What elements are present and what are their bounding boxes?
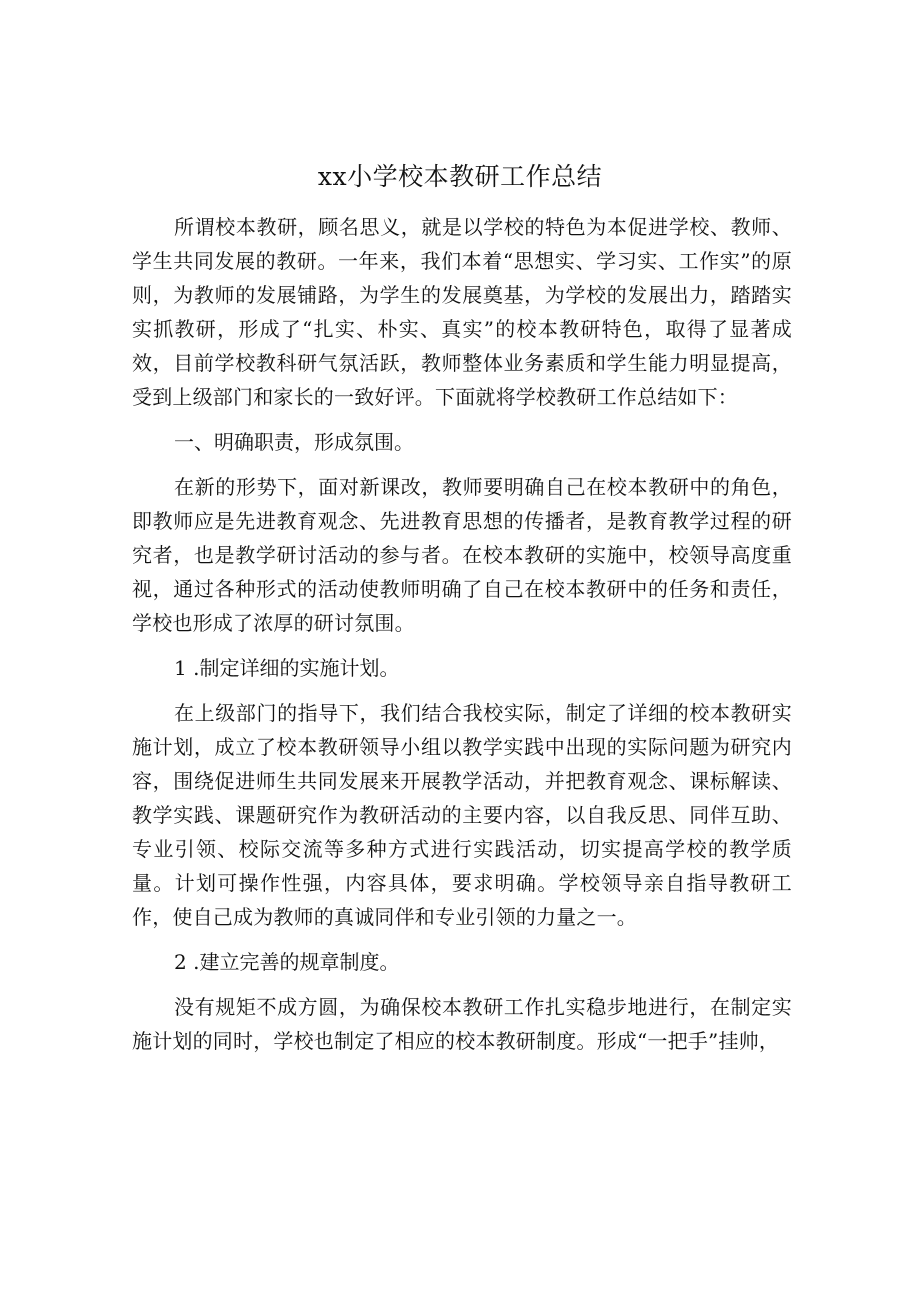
intro-paragraph: 所谓校本教研，顾名思义，就是以学校的特色为本促进学校、教师、学生共同发展的教研。一年来，我们本着“思想实、学习实、工作实”的原则，为教师的发展铺路，为学生的发展奠基，为学校的发展出力，踏踏实实抓教研，形成了“扎实、朴实、真实”的校本教研特色，取得了显著成效，目前学校教科研气氛活跃，教师整体业务素质和学生能力明显提高，受到上级部门和家长的一致好评。下面就将学校教研工作总结如下： [132,215,792,409]
section-1-paragraph: 在新的形势下，面对新课改，教师要明确自己在校本教研中的角色，即教师应是先进教育观念、先进教育思想的传播者，是教育教学过程的研究者，也是教学研讨活动的参与者。在校本教研的实施中，校领导高度重视，通过各种形式的活动使教师明确了自己在校本教研中的任务和责任，学校也形成了浓厚的研讨氛围。 [132,475,792,635]
document-body [132,210,792,1058]
section-heading-1: 一、明确职责，形成氛围。 [174,430,414,454]
document-title: xx小学校本教研工作总结 [317,162,603,191]
subsection-heading-1: 1 .制定详细的实施计划。 [174,656,400,680]
subsection-1-paragraph: 在上级部门的指导下，我们结合我校实际，制定了详细的校本教研实施计划，成立了校本教研领导小组以教学实践中出现的实际问题为研究内容，围绕促进师生共同发展来开展教学活动，并把教育观念、课标解读、教学实践、课题研究作为教研活动的主要内容，以自我反思、同伴互助、专业引领、校际交流等多种方式进行实践活动，切实提高学校的教学质量。计划可操作性强，内容具体，要求明确。学校领导亲自指导教研工作，使自己成为教师的真诚同伴和专业引领的力量之一。 [132,701,792,929]
subsection-2-paragraph: 没有规矩不成方圆，为确保校本教研工作扎实稳步地进行，在制定实施计划的同时，学校也制定了相应的校本教研制度。形成“一把手”挂帅， [132,995,792,1053]
subsection-heading-2: 2 .建立完善的规章制度。 [174,950,400,974]
